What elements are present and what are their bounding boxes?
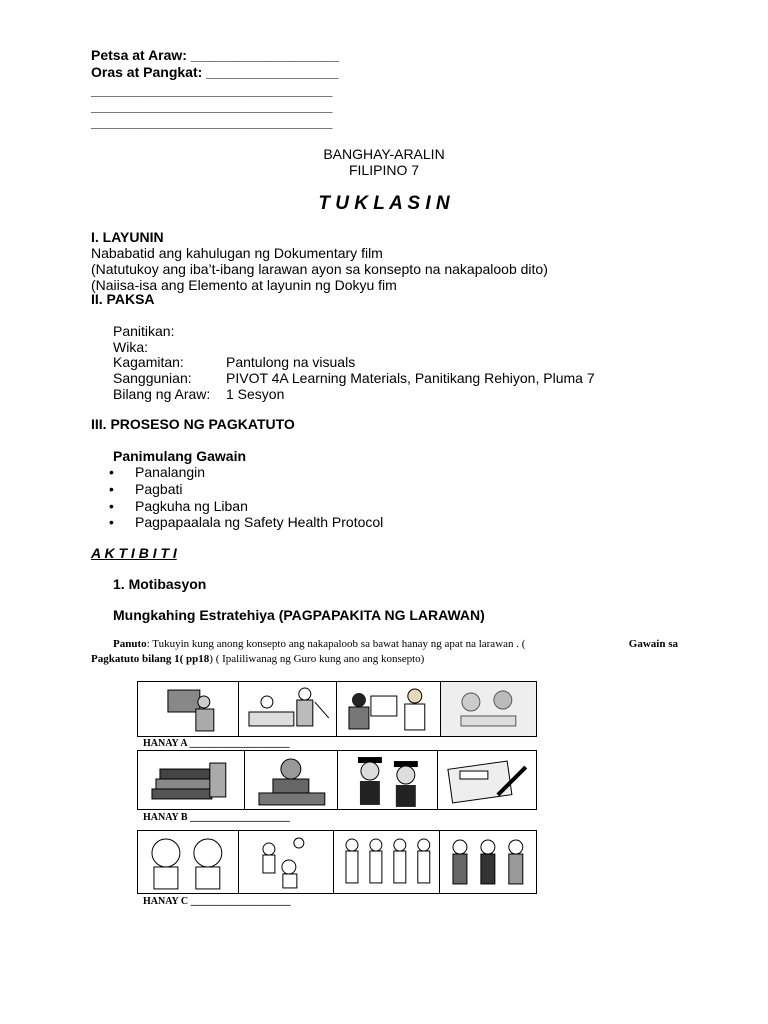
bullet-item: • Panalangin: [135, 464, 205, 480]
hanay-a-label: HANAY A ____________________: [143, 738, 290, 749]
strategy-heading: Mungkahing Estratehiya (PAGPAPAKITA NG LARAWAN): [113, 607, 485, 623]
motibasyon-heading: 1. Motibasyon: [113, 576, 207, 592]
aktibiti-heading: A K T I B I T I: [91, 545, 177, 561]
panuto-label: Panuto: [113, 638, 147, 650]
petsa-field: Petsa at Araw: ___________________: [91, 47, 339, 63]
books-stack-image: [138, 751, 245, 809]
diverse-kids-image: [440, 831, 536, 893]
panimulang-gawain-heading: Panimulang Gawain: [113, 448, 247, 464]
two-boys-image: [138, 831, 239, 893]
hanay-a-images: [137, 681, 537, 737]
layunin-item: (Natutukoy ang iba’t-ibang larawan ayon sa konsepto na nakapaloob dito): [91, 261, 548, 277]
doc-subtitle: FILIPINO 7: [348, 162, 420, 178]
oras-field: Oras at Pangkat: _________________: [91, 64, 339, 80]
bullet-item: • Pagbati: [135, 481, 182, 497]
layunin-item: Nababatid ang kahulugan ng Dokumentary film: [91, 245, 383, 261]
paksa-label: Kagamitan:: [113, 354, 184, 370]
paksa-label: Panitikan:: [113, 323, 175, 339]
blank-line-1: _______________________________: [91, 82, 333, 98]
notebook-pencil-image: [438, 751, 536, 809]
panuto-text: : Tukuyin kung anong konsepto ang nakapaloob sa bawat hanay ng apat na larawan . (: [146, 638, 526, 650]
paksa-value: Pantulong na visuals: [226, 354, 356, 370]
hanay-c-label: HANAY C ____________________: [143, 896, 291, 907]
blank-line-3: _______________________________: [91, 114, 333, 130]
kids-studying-image: [441, 682, 536, 736]
tuklasin-heading: T U K L A S I N: [318, 193, 450, 214]
panuto-ref-2: Pagkatuto bilang 1( pp18: [91, 653, 210, 665]
bullet-item: • Pagpapaalala ng Safety Health Protocol: [135, 514, 383, 530]
paksa-value: PIVOT 4A Learning Materials, Panitikang Rehiyon, Pluma 7: [226, 370, 595, 386]
paksa-label: Bilang ng Araw:: [113, 386, 211, 402]
blank-line-2: _______________________________: [91, 98, 333, 114]
layunin-heading: I. LAYUNIN: [91, 229, 164, 245]
bullet-item: • Pagkuha ng Liban: [135, 498, 248, 514]
graduates-image: [338, 751, 439, 809]
teacher-at-board-image: [138, 682, 239, 736]
panuto-rest: ) ( Ipaliliwanag ng Guro kung ano ang konsepto): [209, 653, 425, 665]
paksa-value: 1 Sesyon: [226, 386, 285, 402]
paksa-heading: II. PAKSA: [91, 291, 155, 307]
doc-title: BANGHAY-ARALIN: [323, 146, 445, 162]
panuto-line-1: [113, 638, 678, 650]
boy-reading-books-image: [245, 751, 338, 809]
hanay-b-label: HANAY B ____________________: [143, 812, 291, 823]
paksa-label: Wika:: [113, 339, 148, 355]
layunin-item: (Naiisa-isa ang Elemento at layunin ng Dokyu fim: [91, 277, 397, 293]
panuto-line-2: [91, 653, 424, 665]
hanay-c-images: [137, 830, 537, 894]
children-group-image: [334, 831, 441, 893]
office-work-image: [239, 682, 337, 736]
paksa-label: Sanggunian:: [113, 370, 192, 386]
proseso-heading: III. PROSESO NG PAGKATUTO: [91, 416, 295, 432]
children-playing-image: [239, 831, 334, 893]
computer-study-image: [337, 682, 442, 736]
hanay-b-images: [137, 750, 537, 810]
panuto-ref: Gawain sa: [628, 638, 678, 650]
